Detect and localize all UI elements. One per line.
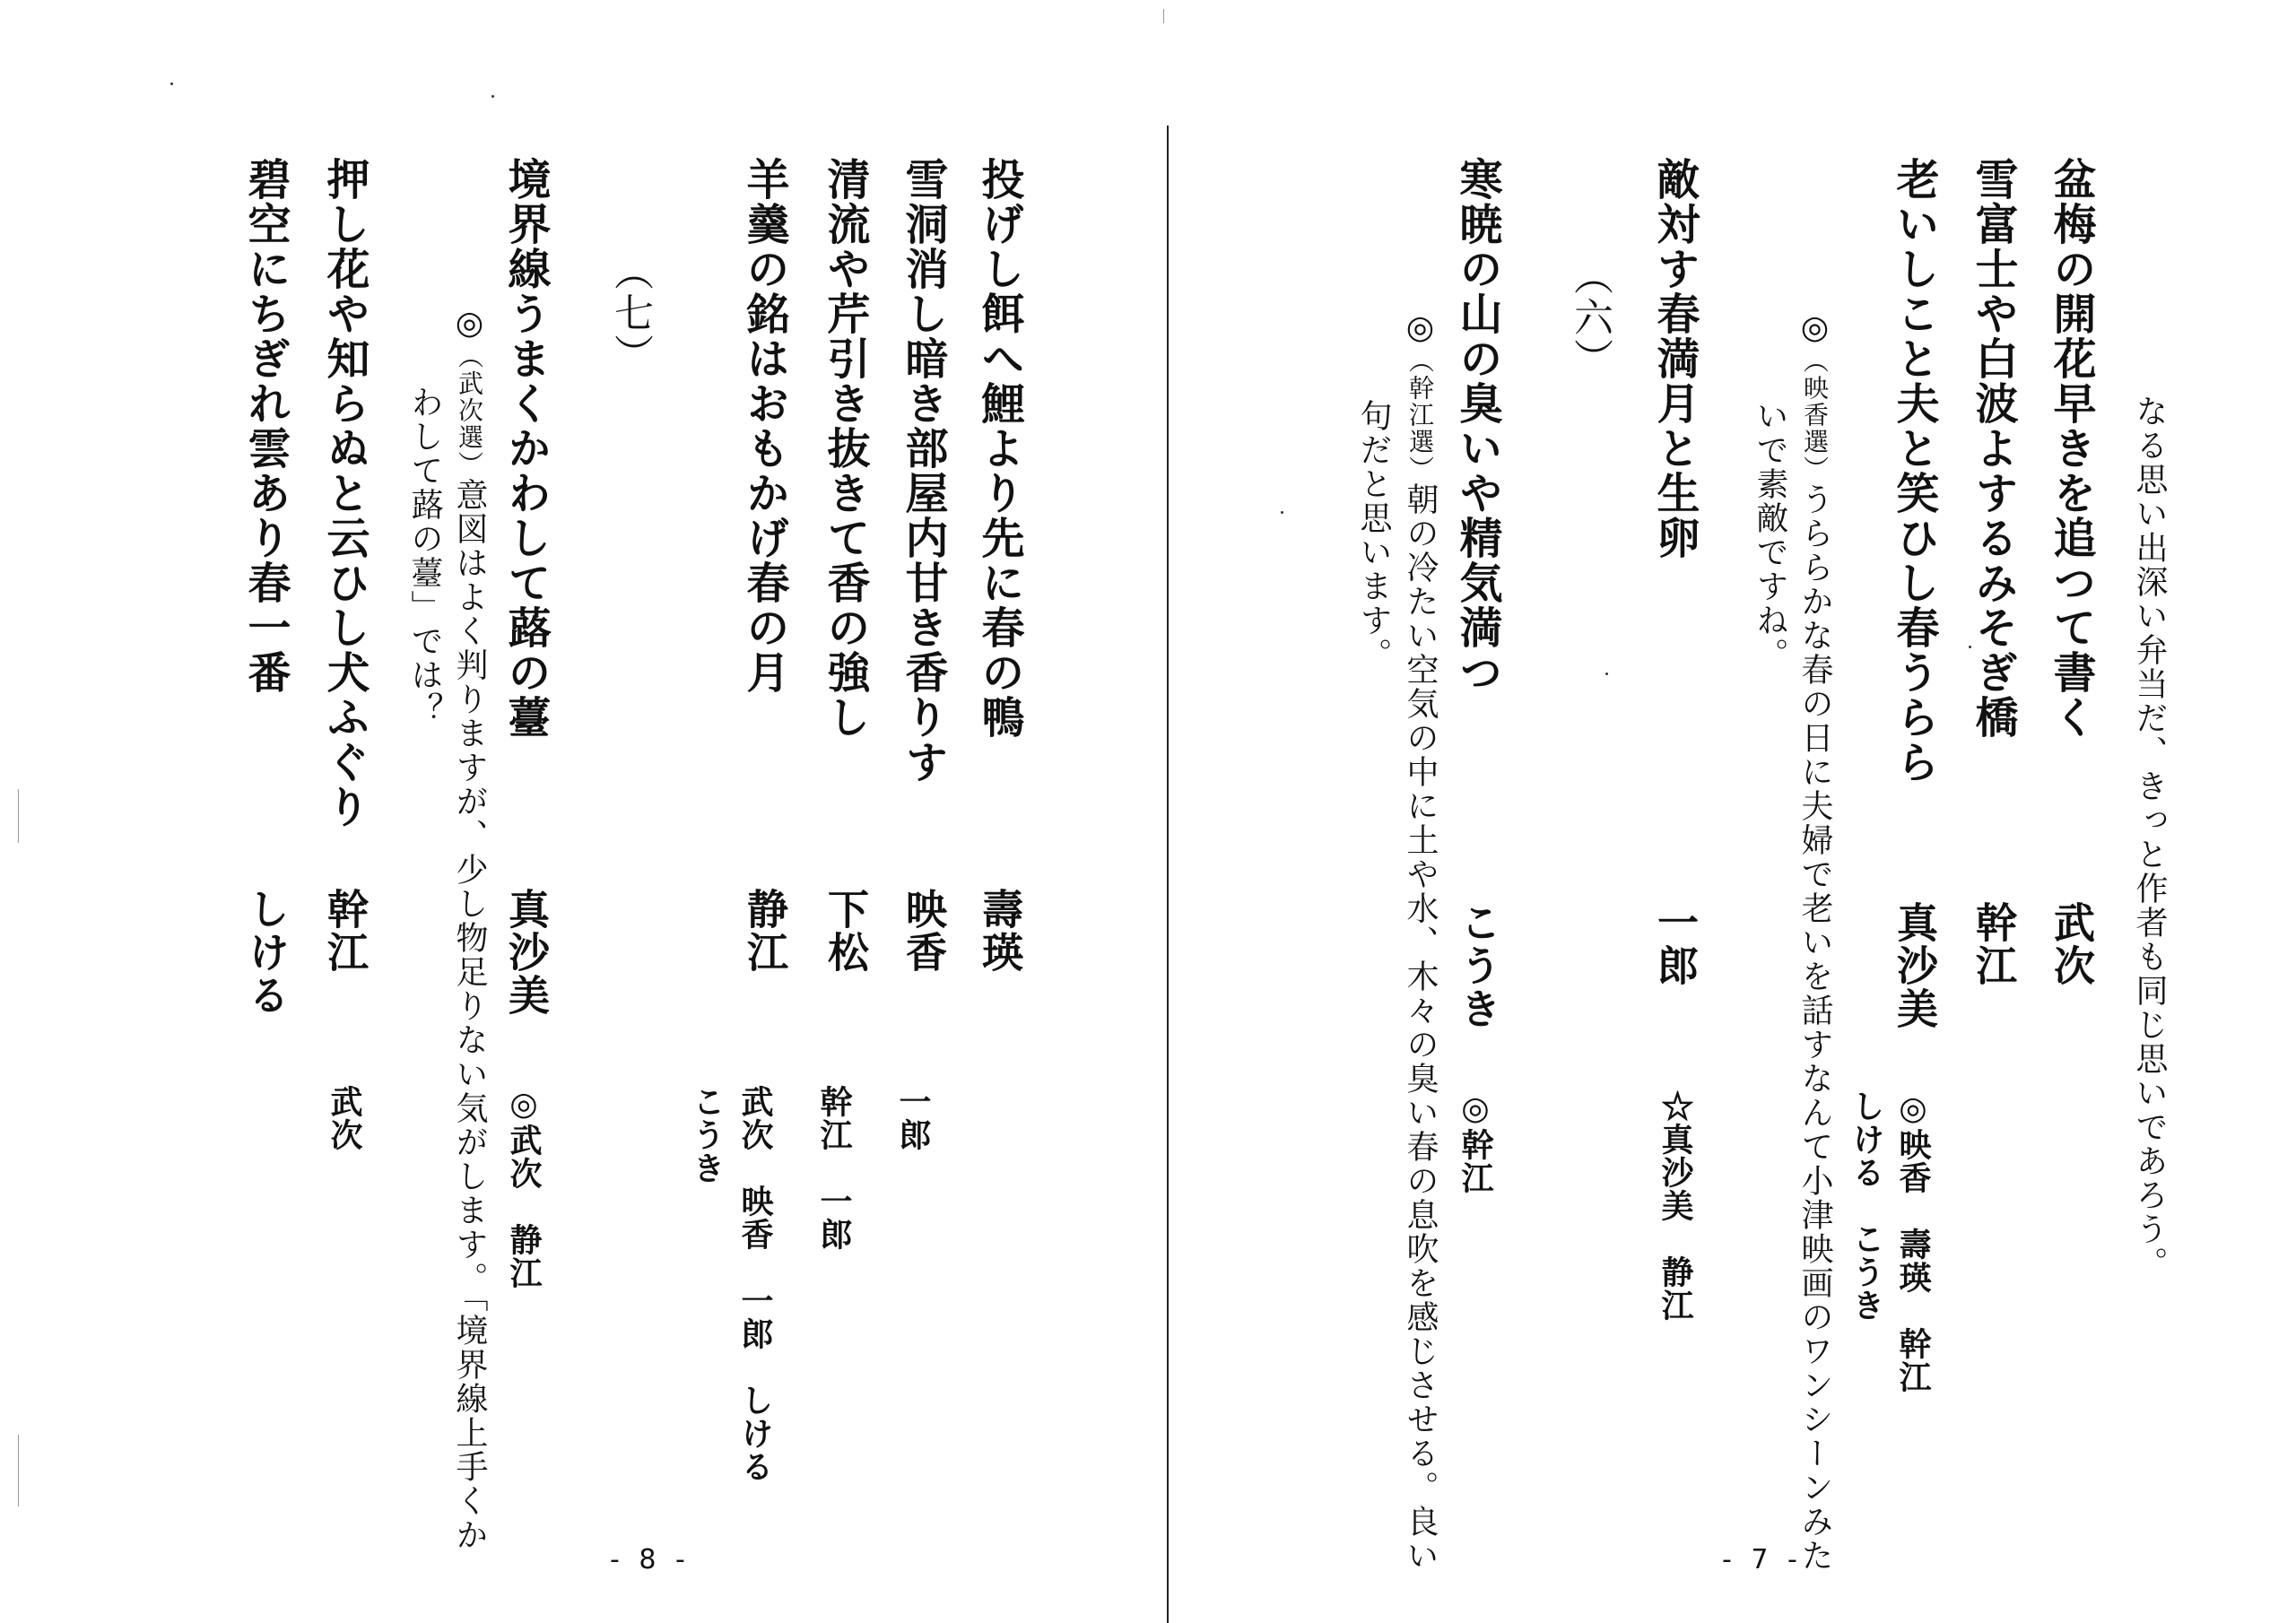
comment-text: 朝の冷たい空気の中に土や水、木々の臭い春の息吹を感じさせる。良い [1402, 482, 1439, 1573]
haiku: 敵対す春満月と生卵 [1649, 157, 1700, 560]
haiku-author: こうき [1454, 901, 1502, 1030]
comment-mark: ◎ [451, 305, 488, 343]
page-number: - 7 - [1722, 1544, 1803, 1575]
haiku: 投げし餌へ鯉より先に春の鴨 [974, 157, 1024, 740]
haiku: 雪洞消し暗き部屋内甘き香りす [898, 157, 948, 785]
selection-comment-cont: 句だと思います。 [1355, 399, 1392, 672]
haiku: 碧空にちぎれ雲あり春一番 [240, 157, 291, 695]
comment-source: （武次選） [455, 343, 484, 478]
selection-comment-cont: いで素敵ですね。 [1752, 399, 1788, 672]
haiku: 老いしこと夫と笑ひし春うらら [1889, 157, 1939, 785]
haiku-author: 壽瑛 [976, 888, 1024, 974]
comment-text: うららかな春の日に夫婦で老いを話すなんて小津映画のワンシーンみた [1796, 482, 1833, 1573]
selection-comment [451, 305, 488, 1552]
haiku-author: 幹江 [1970, 901, 2018, 987]
haiku-author: 静江 [741, 888, 789, 974]
book-gutter [1167, 126, 1169, 1623]
section-title: （六） [1567, 256, 1613, 379]
haiku-selectors: ☆真沙美 静江 [1657, 1089, 1694, 1322]
haiku-selectors-cont: しける こうき [1848, 1089, 1885, 1322]
comment-mark: ◎ [1796, 309, 1833, 348]
continued-comment: なる思い出深い弁当だ、きっと作者も同じ思いであろう。 [2131, 395, 2168, 1280]
haiku-author: しける [242, 888, 291, 1017]
haiku: 寒暁の山の臭いや精気満つ [1452, 157, 1502, 695]
haiku-selectors: ◎幹江 [1457, 1089, 1494, 1194]
haiku-selectors-cont: こうき [688, 1085, 726, 1185]
haiku-author: 一郎 [1651, 901, 1700, 987]
comment-text: 意図はよく判りますが、少し物足りない気がします。「境界線上手くか [451, 478, 488, 1552]
haiku-selectors: ◎映香 壽瑛 幹江 [1894, 1089, 1932, 1393]
haiku-author: 幹江 [321, 888, 370, 974]
comment-source: （映香選） [1800, 348, 1830, 482]
haiku: 清流や芹引き抜きて香の強し [820, 157, 870, 740]
haiku: 押し花や知らぬと云ひし犬ふぐり [319, 157, 370, 829]
haiku-selectors: 幹江 一郎 [815, 1085, 853, 1251]
haiku: 羊羹の銘はおもかげ春の月 [739, 157, 789, 695]
haiku-selectors: 武次 [326, 1085, 363, 1151]
haiku-author: 真沙美 [1891, 901, 1939, 1030]
selection-comment [1402, 309, 1439, 1573]
haiku-selectors: 武次 映香 一郎 しける [736, 1085, 774, 1483]
page-number: - 8 - [610, 1544, 691, 1575]
selection-comment-cont: わして蕗の薹」では？ [406, 386, 443, 726]
section-title: （七） [607, 251, 653, 375]
haiku: 雪富士や白波よするみそぎ橋 [1968, 157, 2018, 740]
page-7 [1170, 0, 2296, 1623]
haiku-author: 下松 [822, 888, 870, 974]
haiku-author: 真沙美 [502, 888, 551, 1017]
comment-source: （幹江選） [1405, 348, 1435, 482]
selection-comment [1798, 309, 1831, 1573]
haiku-selectors: 一郎 [894, 1085, 932, 1151]
haiku: 境界線うまくかわして蕗の薹 [500, 157, 551, 740]
comment-mark: ◎ [1402, 309, 1439, 348]
haiku-selectors: ◎武次 静江 [505, 1085, 543, 1289]
haiku-author: 武次 [2048, 901, 2096, 987]
haiku: 盆梅の開花早きを追つて書く [2046, 157, 2096, 740]
haiku-author: 映香 [900, 888, 948, 974]
